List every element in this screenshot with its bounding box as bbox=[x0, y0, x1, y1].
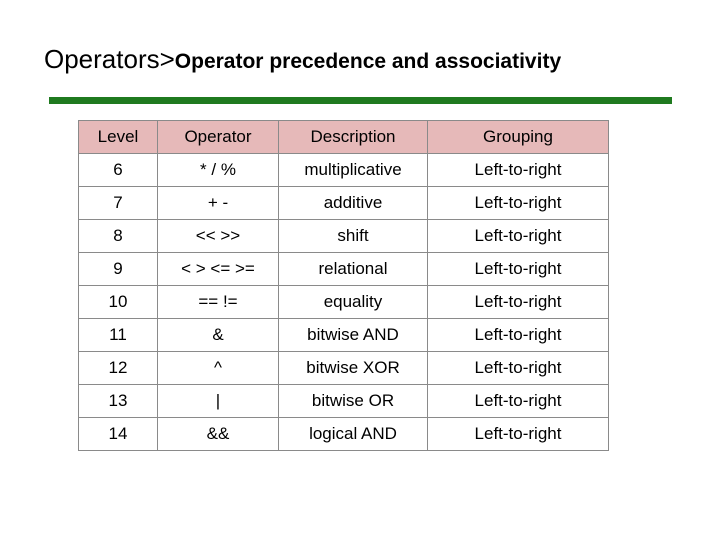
cell-description: shift bbox=[279, 220, 428, 253]
cell-operator: < > <= >= bbox=[158, 253, 279, 286]
cell-description: bitwise XOR bbox=[279, 352, 428, 385]
cell-description: bitwise AND bbox=[279, 319, 428, 352]
cell-operator: ^ bbox=[158, 352, 279, 385]
cell-level: 8 bbox=[79, 220, 158, 253]
cell-operator: * / % bbox=[158, 154, 279, 187]
cell-operator: << >> bbox=[158, 220, 279, 253]
cell-operator: && bbox=[158, 418, 279, 451]
cell-operator: | bbox=[158, 385, 279, 418]
cell-description: bitwise OR bbox=[279, 385, 428, 418]
cell-level: 13 bbox=[79, 385, 158, 418]
table-row bbox=[79, 286, 609, 319]
cell-level: 14 bbox=[79, 418, 158, 451]
cell-description: logical AND bbox=[279, 418, 428, 451]
cell-level: 10 bbox=[79, 286, 158, 319]
title-prefix: Operators> bbox=[44, 44, 175, 74]
cell-grouping: Left-to-right bbox=[428, 187, 609, 220]
table-row bbox=[79, 352, 609, 385]
slide-title bbox=[44, 44, 561, 75]
header-operator: Operator bbox=[158, 121, 279, 154]
title-main: Operator precedence and associativity bbox=[174, 50, 562, 73]
cell-grouping: Left-to-right bbox=[428, 418, 609, 451]
cell-description: multiplicative bbox=[279, 154, 428, 187]
table-row bbox=[79, 385, 609, 418]
cell-grouping: Left-to-right bbox=[428, 286, 609, 319]
header-grouping: Grouping bbox=[428, 121, 609, 154]
table-row bbox=[79, 187, 609, 220]
cell-operator: & bbox=[158, 319, 279, 352]
table-row bbox=[79, 319, 609, 352]
cell-level: 11 bbox=[79, 319, 158, 352]
precedence-table bbox=[78, 120, 609, 451]
cell-operator: == != bbox=[158, 286, 279, 319]
cell-grouping: Left-to-right bbox=[428, 385, 609, 418]
header-level: Level bbox=[79, 121, 158, 154]
table-row bbox=[79, 418, 609, 451]
cell-operator: + - bbox=[158, 187, 279, 220]
cell-level: 6 bbox=[79, 154, 158, 187]
title-divider bbox=[49, 97, 672, 104]
header-description: Description bbox=[279, 121, 428, 154]
cell-level: 12 bbox=[79, 352, 158, 385]
cell-grouping: Left-to-right bbox=[428, 220, 609, 253]
cell-description: additive bbox=[279, 187, 428, 220]
table-row bbox=[79, 220, 609, 253]
header-row bbox=[79, 121, 609, 154]
table-row bbox=[79, 253, 609, 286]
cell-grouping: Left-to-right bbox=[428, 253, 609, 286]
cell-level: 7 bbox=[79, 187, 158, 220]
cell-level: 9 bbox=[79, 253, 158, 286]
cell-description: equality bbox=[279, 286, 428, 319]
cell-grouping: Left-to-right bbox=[428, 154, 609, 187]
cell-grouping: Left-to-right bbox=[428, 352, 609, 385]
cell-description: relational bbox=[279, 253, 428, 286]
table-row bbox=[79, 154, 609, 187]
cell-grouping: Left-to-right bbox=[428, 319, 609, 352]
